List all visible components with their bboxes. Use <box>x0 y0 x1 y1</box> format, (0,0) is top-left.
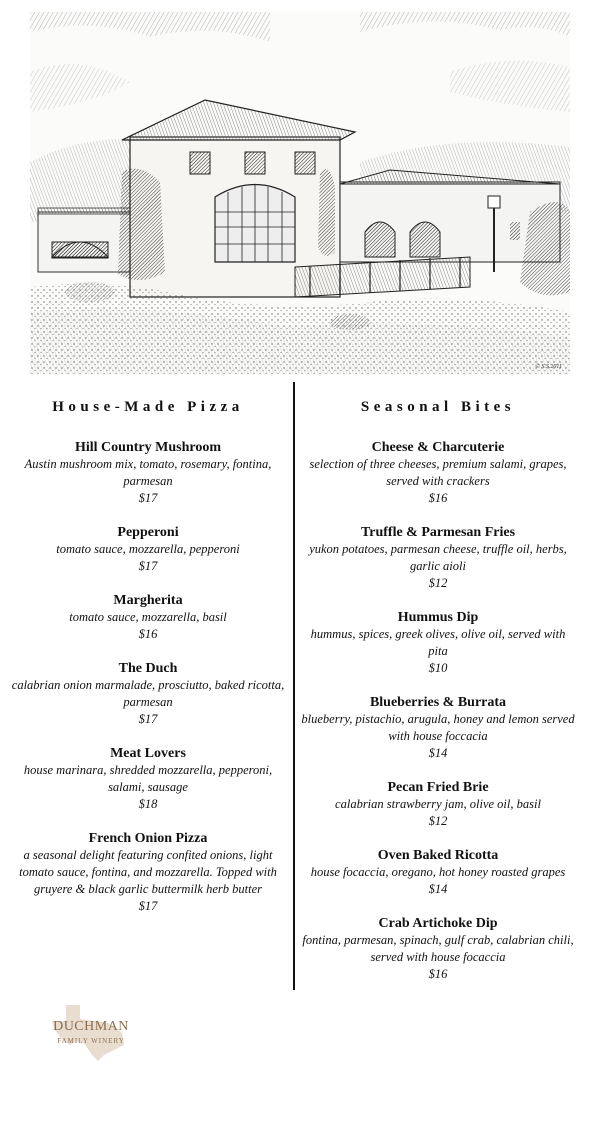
menu-item <box>300 847 576 898</box>
menu-item <box>300 915 576 983</box>
item-name: Oven Baked Ricotta <box>377 848 499 863</box>
logo-name: DUCHMAN <box>53 1019 129 1034</box>
bites-section <box>300 397 576 1000</box>
item-price: $17 <box>138 899 158 913</box>
item-description: a seasonal delight featuring confited onions, light tomato sauce, fontina, and mozzarella. Topped with gruyere & black garlic buttermilk herb butter <box>19 848 277 896</box>
item-name: French Onion Pizza <box>88 831 208 846</box>
item-price: $12 <box>428 576 448 590</box>
pizza-section-title: House-Made Pizza <box>52 399 244 415</box>
item-price: $14 <box>428 746 448 760</box>
menu-item <box>300 524 576 592</box>
item-description: tomato sauce, mozzarella, pepperoni <box>56 542 240 556</box>
item-name: Meat Lovers <box>110 746 186 761</box>
pizza-section <box>6 397 290 932</box>
item-price: $12 <box>428 814 448 828</box>
item-description: blueberry, pistachio, arugula, honey and lemon served with house foccacia <box>301 712 575 743</box>
item-description: tomato sauce, mozzarella, basil <box>69 610 227 624</box>
item-price: $17 <box>138 712 158 726</box>
item-price: $16 <box>138 627 158 641</box>
menu-item <box>300 609 576 677</box>
menu-item <box>300 694 576 762</box>
item-name: Truffle & Parmesan Fries <box>360 525 516 540</box>
logo-subtitle: FAMILY WINERY <box>57 1037 125 1045</box>
item-name: Pepperoni <box>117 525 179 540</box>
item-description: house marinara, shredded mozzarella, pepperoni, salami, sausage <box>23 763 273 794</box>
item-description: calabrian onion marmalade, prosciutto, baked ricotta, parmesan <box>11 678 285 709</box>
item-name: Blueberries & Burrata <box>369 695 507 710</box>
item-name: Cheese & Charcuterie <box>371 440 505 455</box>
winery-sketch-image <box>30 12 570 374</box>
menu-item <box>6 524 290 575</box>
item-price: $18 <box>138 797 158 811</box>
item-description: Austin mushroom mix, tomato, rosemary, fontina, parmesan <box>24 457 272 488</box>
menu-item <box>6 745 290 813</box>
item-name: Hummus Dip <box>397 610 479 625</box>
winery-illustration <box>30 12 570 374</box>
duchman-logo <box>46 1003 146 1063</box>
item-price: $16 <box>428 491 448 505</box>
item-name: Margherita <box>113 593 183 608</box>
menu-item <box>300 439 576 507</box>
item-price: $17 <box>138 559 158 573</box>
item-name: Hill Country Mushroom <box>75 440 221 455</box>
item-description: selection of three cheeses, premium salami, grapes, served with crackers <box>309 457 567 488</box>
item-price: $16 <box>428 967 448 981</box>
item-description: house focaccia, oregano, hot honey roasted grapes <box>310 865 566 879</box>
item-name: Pecan Fried Brie <box>387 780 489 795</box>
bites-section-title: Seasonal Bites <box>360 399 516 415</box>
item-description: calabrian strawberry jam, olive oil, basil <box>335 797 541 811</box>
item-description: hummus, spices, greek olives, olive oil, served with pita <box>310 627 566 658</box>
item-name: Crab Artichoke Dip <box>378 916 498 931</box>
item-description: fontina, parmesan, spinach, gulf crab, calabrian chili, served with house focaccia <box>302 933 574 964</box>
item-price: $14 <box>428 882 448 896</box>
menu-item <box>6 439 290 507</box>
item-description: yukon potatoes, parmesan cheese, truffle oil, herbs, garlic aioli <box>309 542 567 573</box>
menu-item <box>6 660 290 728</box>
menu-item <box>6 830 290 915</box>
column-divider <box>293 382 295 990</box>
item-price: $17 <box>138 491 158 505</box>
menu-item <box>300 779 576 830</box>
menu-item <box>6 592 290 643</box>
artist-signature: © S.S.2011 <box>535 364 562 370</box>
item-price: $10 <box>428 661 448 675</box>
item-name: The Duch <box>118 661 178 676</box>
